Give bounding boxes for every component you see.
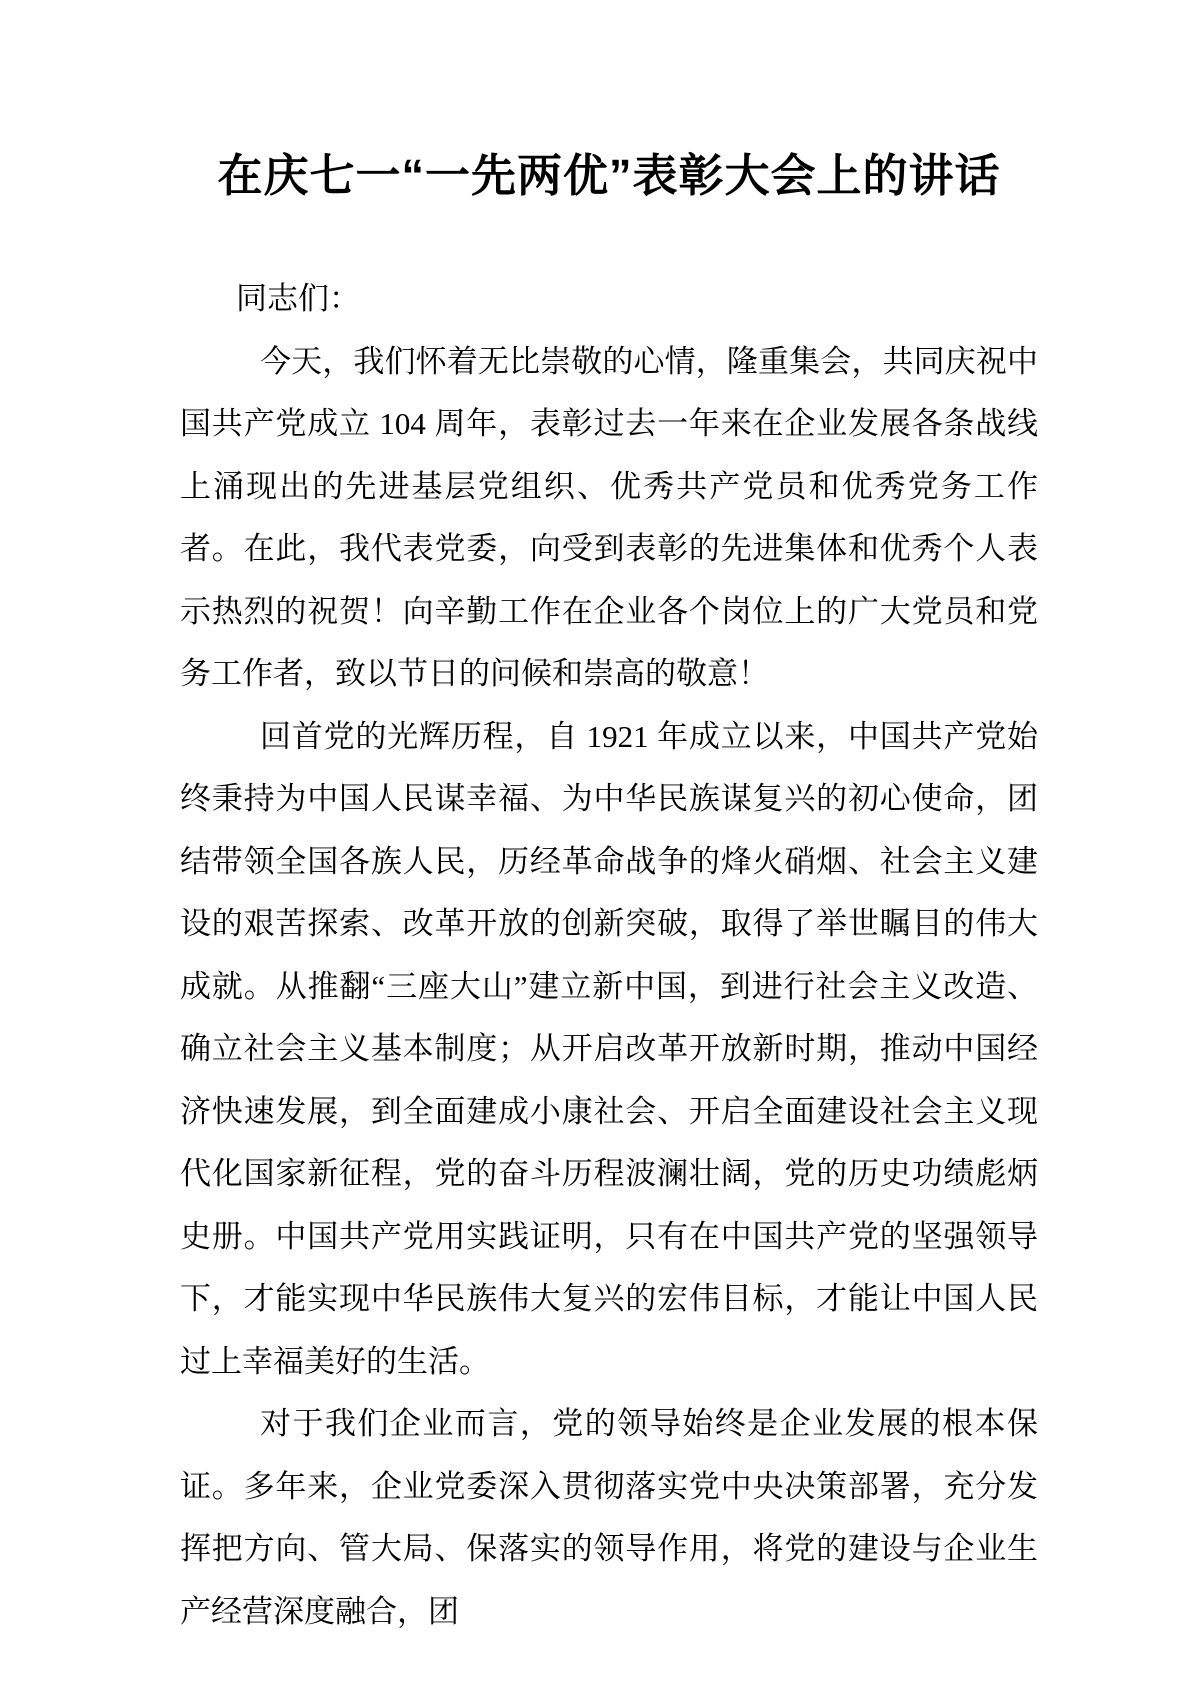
- body-paragraph-2: 回首党的光辉历程，自 1921 年成立以来，中国共产党始终秉持为中国人民谋幸福、为中华民族谋复兴的初心使命，团结带领全国各族人民，历经革命战争的烽火硝烟、社会主义建设的艰苦探索、改革开放的创新突破，取得了举世瞩目的伟大成就。从推翻“三座大山”建立新中国，到进行社会主义改造、确立社会主义基本制度；从开启改革开放新时期，推动中国经济快速发展，到全面建成小康社会、开启全面建设社会主义现代化国家新征程，党的奋斗历程波澜壮阔，党的历史功绩彪炳史册。中国共产党用实践证明，只有在中国共产党的坚强领导下，才能实现中华民族伟大复兴的宏伟目标，才能让中国人民过上幸福美好的生活。: [180, 718, 1038, 1379]
- document-body: [180, 204, 1038, 1643]
- document-title: 在庆七一“一先两优”表彰大会上的讲话: [217, 150, 1001, 201]
- body-paragraph-3: 对于我们企业而言，党的领导始终是企业发展的根本保证。多年来，企业党委深入贯彻落实党中央决策部署，充分发挥把方向、管大局、保落实的领导作用，将党的建设与企业生产经营深度融合，团: [180, 1406, 1038, 1629]
- salutation-paragraph: 同志们：: [236, 281, 360, 316]
- body-paragraph-1: 今天，我们怀着无比崇敬的心情，隆重集会，共同庆祝中国共产党成立 104 周年，表彰过去一年来在企业发展各条战线上涌现出的先进基层党组织、优秀共产党员和优秀党务工作者。在此，我代表党委，向受到表彰的先进集体和优秀个人表示热烈的祝贺！向辛勤工作在企业各个岗位上的广大党员和党务工作者，致以节日的问候和崇高的敬意！: [180, 343, 1038, 691]
